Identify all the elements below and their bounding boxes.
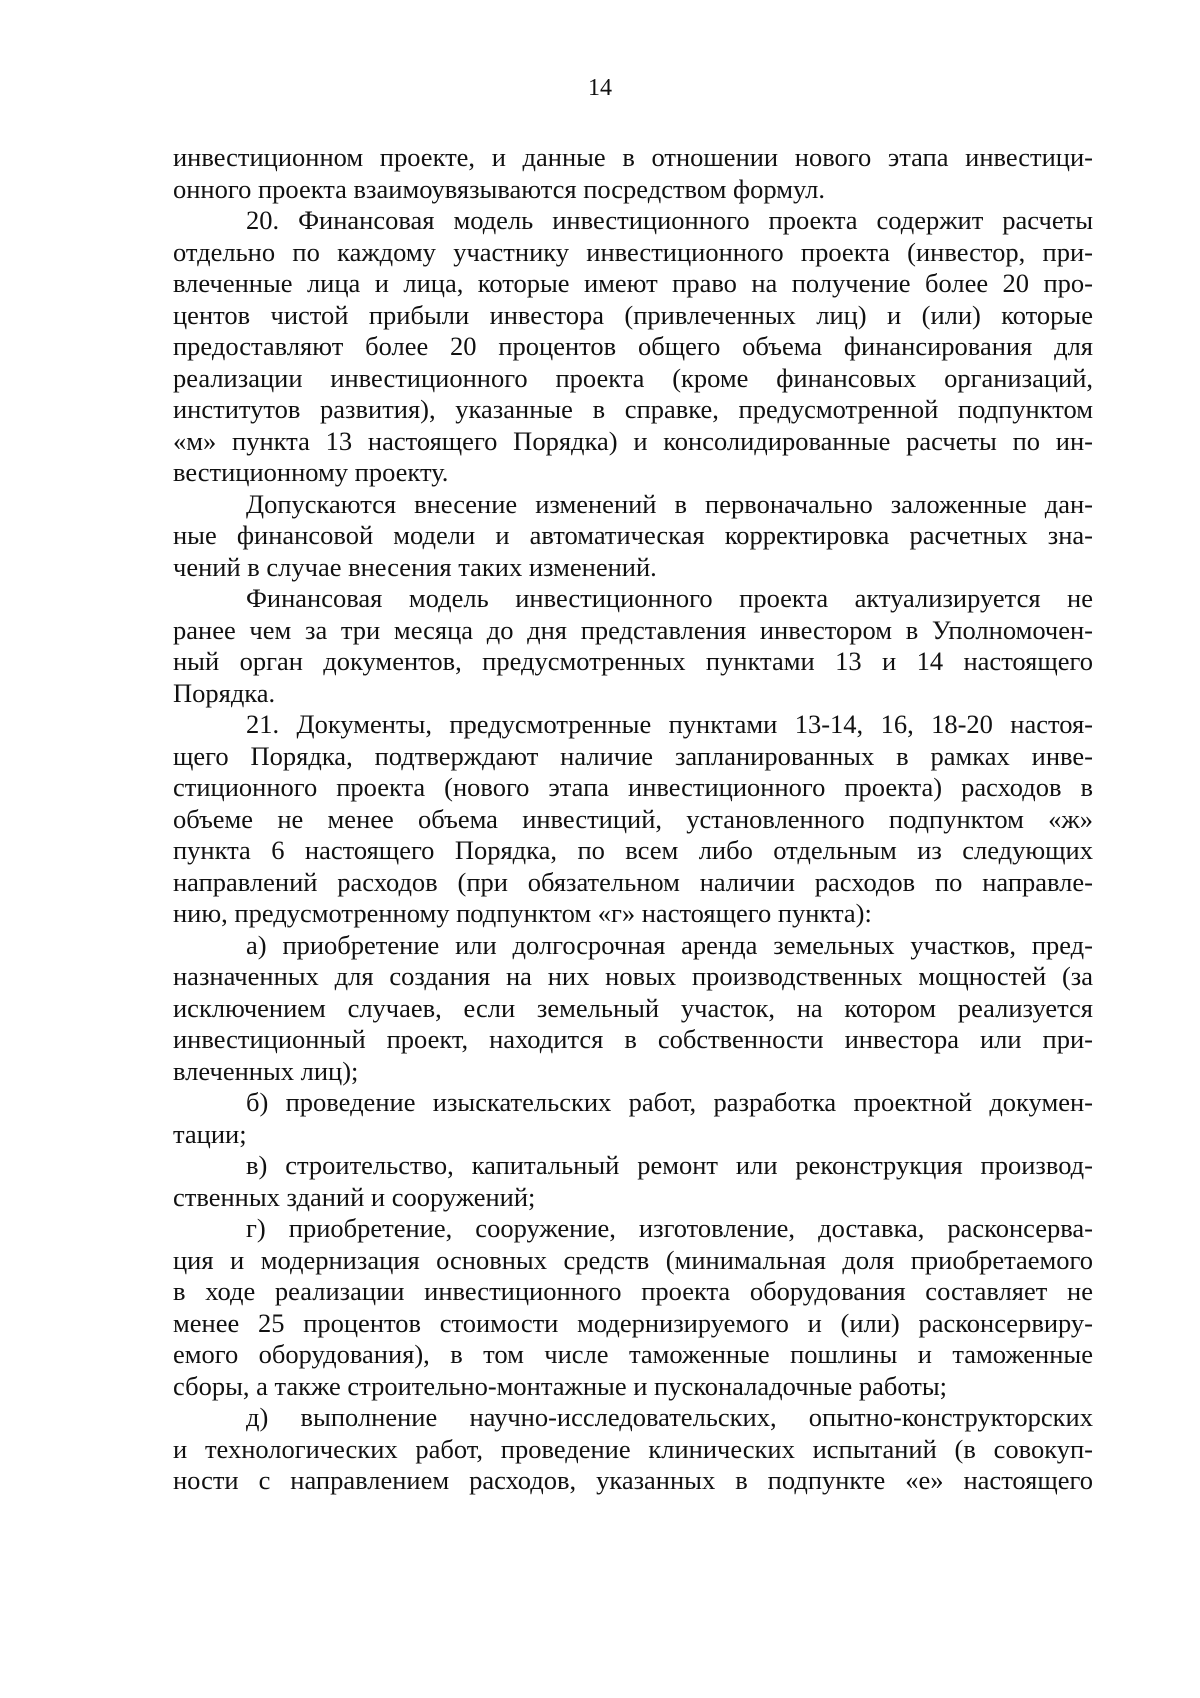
page-number: 14: [588, 75, 612, 101]
text-line: тации;: [173, 1118, 247, 1149]
text-line: ный орган документов, предусмотренных пунктами 13 и 14 настоящего: [173, 646, 1093, 676]
text-line: в) строительство, капитальный ремонт или реконструкция производ-: [246, 1150, 1093, 1180]
text-line: в ходе реализации инвестиционного проекта оборудования составляет не: [173, 1276, 1093, 1306]
text-line: отдельно по каждому участнику инвестиционного проекта (инвестор, при-: [173, 236, 1093, 267]
text-line: емого оборудования), в том числе таможенные пошлины и таможенные: [173, 1339, 1093, 1369]
text-line: инвестиционный проект, находится в собственности инвестора или при-: [173, 1024, 1093, 1054]
text-line: 21. Документы, предусмотренные пунктами 13-14, 16, 18-20 настоя-: [246, 709, 1093, 739]
text-line: реализации инвестиционного проекта (кроме финансовых организаций,: [173, 362, 1093, 393]
text-line: менее 25 процентов стоимости модернизируемого и (или) расконсервиру-: [173, 1307, 1093, 1338]
text-line: г) приобретение, сооружение, изготовление, доставка, расконсерва-: [246, 1213, 1093, 1243]
text-line: институтов развития), указанные в справке, предусмотренной подпунктом: [173, 394, 1093, 424]
text-line: онного проекта взаимоувязываются посредством формул.: [173, 173, 825, 204]
text-line: объеме не менее объема инвестиций, установленного подпунктом «ж»: [173, 803, 1093, 834]
text-line: 20. Финансовая модель инвестиционного проекта содержит расчеты: [246, 205, 1093, 235]
text-line: стиционного проекта (нового этапа инвестиционного проекта) расходов в: [173, 772, 1093, 802]
text-line: влеченных лиц);: [173, 1055, 359, 1086]
text-line: Допускаются внесение изменений в первоначально заложенные дан-: [246, 488, 1093, 519]
text-line: и технологических работ, проведение клинических испытаний (в совокуп-: [173, 1433, 1093, 1464]
text-line: центов чистой прибыли инвестора (привлеченных лиц) и (или) которые: [173, 299, 1093, 330]
text-line: исключением случаев, если земельный участок, на котором реализуется: [173, 992, 1093, 1023]
text-line: инвестиционном проекте, и данные в отношении нового этапа инвестици-: [173, 142, 1093, 172]
body-text: [173, 142, 1093, 1497]
text-line: влеченные лица и лица, которые имеют право на получение более 20 про-: [173, 268, 1093, 298]
text-line: д) выполнение научно-исследовательских, опытно-конструкторских: [246, 1402, 1093, 1432]
text-line: чений в случае внесения таких изменений.: [173, 551, 657, 582]
text-line: щего Порядка, подтверждают наличие запланированных в рамках инве-: [173, 740, 1093, 771]
text-line: Финансовая модель инвестиционного проекта актуализируется не: [246, 583, 1093, 613]
text-line: ности с направлением расходов, указанных в подпункте «е» настоящего: [173, 1465, 1093, 1495]
text-line: направлений расходов (при обязательном наличии расходов по направле-: [173, 866, 1093, 897]
text-line: ранее чем за три месяца до дня представления инвестором в Уполномочен-: [173, 614, 1093, 645]
text-line: вестиционному проекту.: [173, 457, 449, 487]
text-line: а) приобретение или долгосрочная аренда земельных участков, пред-: [246, 929, 1093, 960]
text-line: ция и модернизация основных средств (минимальная доля приобретаемого: [173, 1244, 1093, 1275]
text-line: ственных зданий и сооружений;: [173, 1181, 536, 1212]
text-line: «м» пункта 13 настоящего Порядка) и консолидированные расчеты по ин-: [173, 425, 1093, 456]
text-line: нию, предусмотренному подпунктом «г» настоящего пункта):: [173, 898, 872, 928]
text-line: Порядка.: [173, 677, 276, 708]
text-line: ные финансовой модели и автоматическая корректировка расчетных зна-: [173, 520, 1093, 550]
text-line: назначенных для создания на них новых производственных мощностей (за: [173, 961, 1093, 991]
text-line: пункта 6 настоящего Порядка, по всем либо отдельным из следующих: [173, 835, 1093, 865]
text-line: сборы, а также строительно-монтажные и пусконаладочные работы;: [173, 1370, 948, 1401]
text-line: предоставляют более 20 процентов общего объема финансирования для: [173, 331, 1093, 361]
text-line: б) проведение изыскательских работ, разработка проектной докумен-: [246, 1087, 1093, 1117]
